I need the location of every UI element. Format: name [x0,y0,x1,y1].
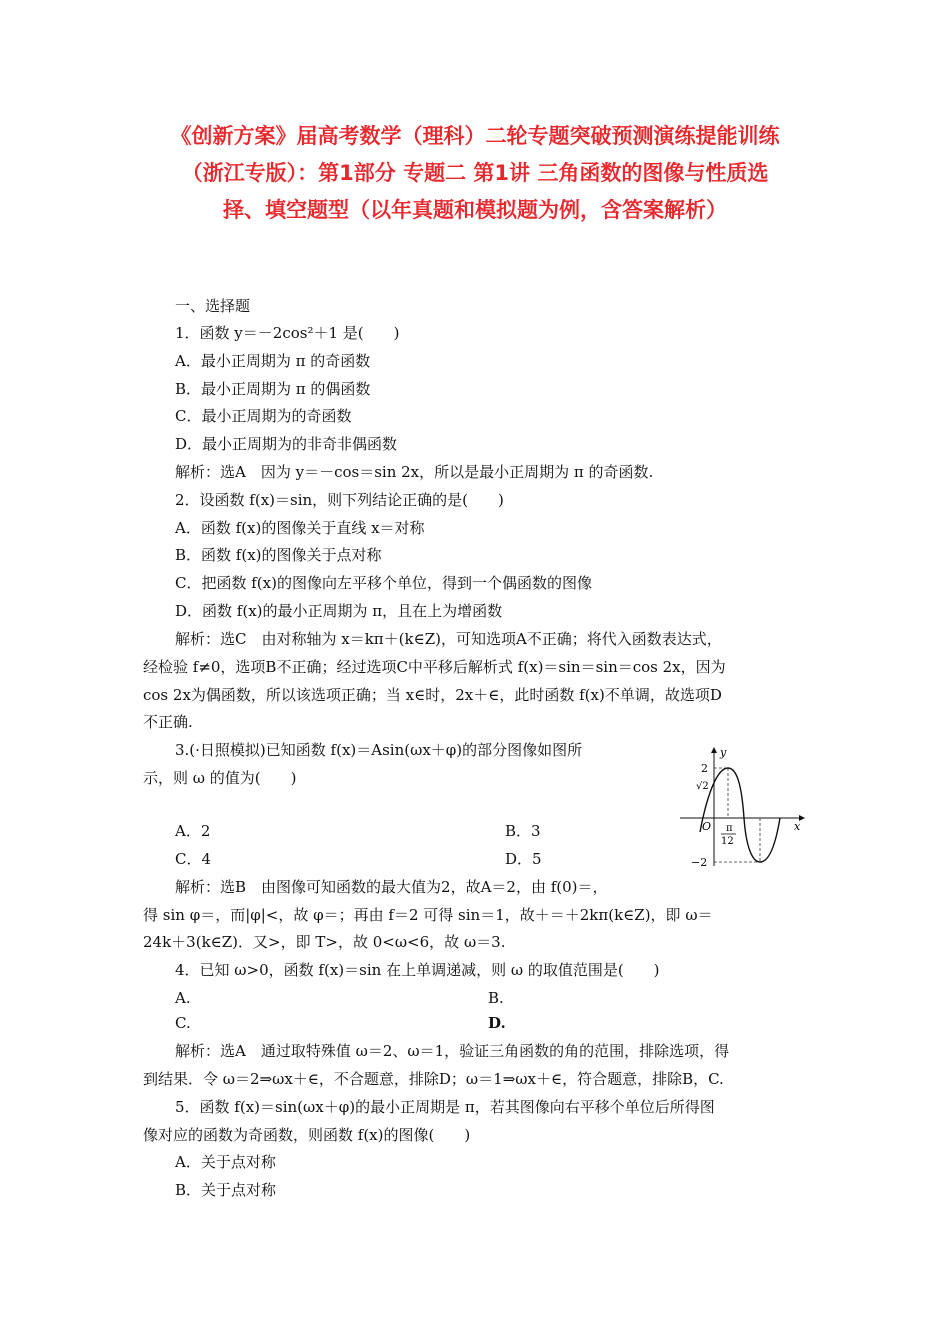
q3-solution-line-2: 得 sin φ＝，而|φ|<，故 φ＝；再由 f＝2 可得 sin＝1，故＋＝＋2kπ(k∈Z)，即 ω＝ [143,906,713,924]
sine-graph-figure [676,742,812,872]
sqrt2-label: √2 [696,781,709,792]
q5-option-b: B．关于点对称 [175,1181,277,1199]
q3-option-b: B．3 [505,822,541,840]
q5-option-a: A．关于点对称 [175,1153,276,1171]
q2-solution-line-2: 经检验 f≠0，选项B不正确；经过选项C中平移后解析式 f(x)＝sin＝sin＝cos 2x，因为 [143,658,726,676]
title-line-3: 择、填空题型（以年真题和模拟题为例，含答案解析） [223,198,727,222]
twelve-label: 12 [721,836,734,847]
max-value-label: 2 [701,762,708,775]
question-3-line-1: 3.(·日照模拟)已知函数 f(x)＝Asin(ωx＋φ)的部分图像如图所 [175,741,583,759]
q1-option-d: D．最小正周期为的非奇非偶函数 [175,435,398,453]
q2-solution-line-1: 解析：选C 由对称轴为 x＝kπ＋(k∈Z)，可知选项A不正确；将代入函数表达式， [175,630,722,648]
q1-option-a: A．最小正周期为 π 的奇函数 [175,352,371,370]
question-3-line-2: 示，则 ω 的值为( ) [143,769,297,787]
q3-option-d: D．5 [505,850,542,868]
question-1: 1．函数 y＝－2cos²＋1 是( ) [175,324,400,342]
y-axis-label: y [720,746,727,759]
document-title [110,118,840,229]
q2-solution-line-4: 不正确. [143,713,193,731]
q3-solution-line-1: 解析：选B 由图像可知函数的最大值为2，故A＝2，由 f(0)＝， [175,878,608,896]
q3-solution-line-3: 24k＋3(k∈Z)．又>，即 T>，故 0<ω<6，故 ω＝3. [143,933,506,951]
q4-option-d: D. [488,1014,506,1032]
q4-solution-line-2: 到结果．令 ω＝2⇒ωx＋∈，不合题意，排除D；ω＝1⇒ωx＋∈，符合题意，排除B，C. [143,1070,724,1088]
question-2: 2．设函数 f(x)＝sin，则下列结论正确的是( ) [175,491,504,509]
q1-option-b: B．最小正周期为 π 的偶函数 [175,380,371,398]
q1-solution: 解析：选A 因为 y＝－cos＝sin 2x，所以是最小正周期为 π 的奇函数. [175,463,654,481]
q4-option-b: B. [488,989,504,1007]
section-heading: 一、选择题 [175,297,251,315]
q2-option-c: C．把函数 f(x)的图像向左平移个单位，得到一个偶函数的图像 [175,574,592,592]
title-line-1: 《创新方案》届高考数学（理科）二轮专题突破预测演练提能训练 [170,124,780,148]
q3-option-c: C．4 [175,850,212,868]
title-line-2: （浙江专版）：第1部分 专题二 第1讲 三角函数的图像与性质选 [181,161,769,185]
q2-option-d: D．函数 f(x)的最小正周期为 π，且在上为增函数 [175,602,503,620]
min-value-label: −2 [691,856,708,869]
question-5-line-2: 像对应的函数为奇函数，则函数 f(x)的图像( ) [143,1126,471,1144]
q3-option-a: A．2 [175,822,211,840]
question-4: 4．已知 ω>0，函数 f(x)＝sin 在上单调递减，则 ω 的取值范围是( ) [175,961,660,979]
x-axis-label: x [794,820,801,833]
q4-solution-line-1: 解析：选A 通过取特殊值 ω＝2、ω＝1，验证三角函数的角的范围，排除选项，得 [175,1042,730,1060]
origin-label: O [702,820,712,833]
q4-option-c: C. [175,1014,191,1032]
q1-option-c: C．最小正周期为的奇函数 [175,407,352,425]
q2-solution-line-3: cos 2x为偶函数，所以该选项正确；当 x∈时，2x＋∈，此时函数 f(x)不单调，故选项D [143,686,722,704]
q4-option-a: A. [175,989,191,1007]
q2-option-a: A．函数 f(x)的图像关于直线 x＝对称 [175,519,425,537]
pi-label: π [726,823,733,834]
sine-curve [700,768,780,862]
q2-option-b: B．函数 f(x)的图像关于点对称 [175,546,382,564]
question-5-line-1: 5．函数 f(x)＝sin(ωx＋φ)的最小正周期是 π，若其图像向右平移个单位后所得图 [175,1098,715,1116]
